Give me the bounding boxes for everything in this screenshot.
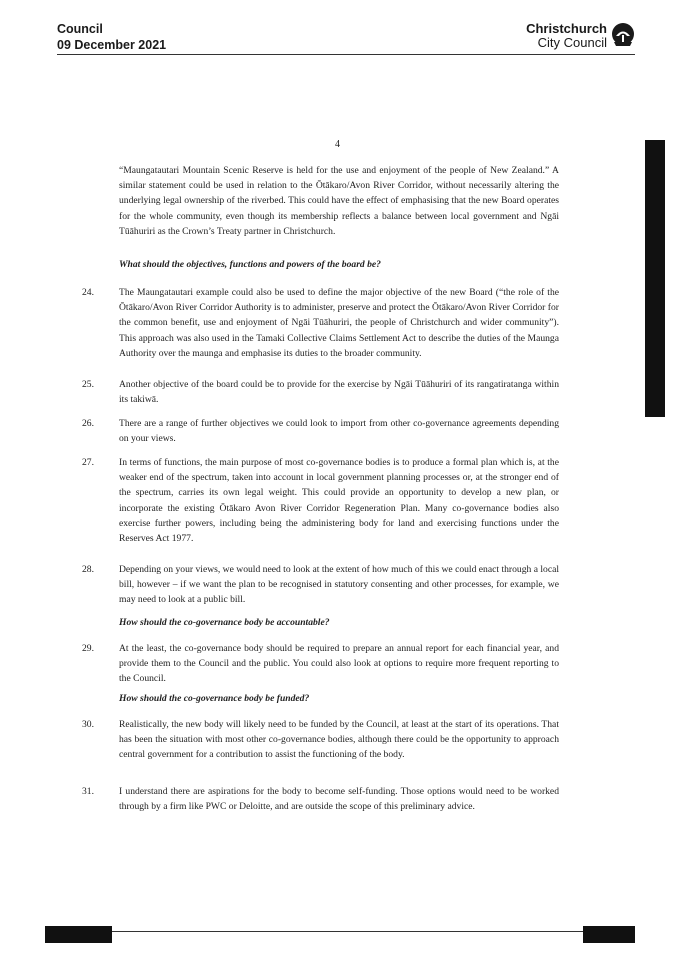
paragraph-30 (82, 717, 559, 763)
paragraph-number: 24. (82, 287, 94, 298)
footer-redaction-right (583, 926, 635, 943)
paragraph-number: 28. (82, 564, 94, 575)
paragraph-24 (82, 285, 559, 361)
paragraph-text: At the least, the co-governance body should be required to prepare an annual report for each financial year, and provide them to the Council and the public. You could also look at options to require more frequent reporting to the Council. (119, 643, 559, 685)
page-number: 4 (335, 139, 340, 150)
paragraph-31 (82, 784, 559, 814)
paragraph-27 (82, 455, 559, 546)
section-heading-funding: How should the co-governance body be funded? (119, 693, 310, 704)
paragraph-number: 29. (82, 643, 94, 654)
paragraph-text: Realistically, the new body will likely need to be funded by the Council, at least at the start of its operations. That has been the situation with most other co-governance bodies, although there could be the opportunity to approach central government for a contribution to assist the functioning of the body. (119, 719, 559, 761)
council-label: Council (57, 22, 103, 36)
brand-name (526, 22, 607, 50)
paragraph-text: I understand there are aspirations for the body to become self-funding. Those options would need to be worked through by a firm like PWC or Deloitte, and are outside the scope of this preliminary advice. (119, 786, 559, 813)
paragraph-number: 30. (82, 719, 94, 730)
footer-redaction-left (45, 926, 112, 943)
brand-line-2: City Council (537, 35, 607, 50)
header-divider (57, 54, 635, 55)
paragraph-text: Depending on your views, we would need to look at the extent of how much of this we could enact through a local bill, however – if we want the plan to be recognised in statutory consenting and other processes, for example, we may need to look at a public bill. (119, 564, 559, 606)
city-council-logo-icon (611, 22, 635, 48)
paragraph-25 (82, 377, 559, 407)
paragraph-29 (82, 641, 559, 687)
paragraph-number: 27. (82, 457, 94, 468)
redaction-bar (645, 140, 665, 417)
paragraph-text: Another objective of the board could be to provide for the exercise by Ngāi Tūāhuriri of its rangatiratanga within its takiwā. (119, 379, 559, 406)
paragraph-number: 26. (82, 418, 94, 429)
section-heading-accountability: How should the co-governance body be accountable? (119, 617, 330, 628)
paragraph-text: In terms of functions, the main purpose of most co-governance bodies is to produce a formal plan which is, at the weaker end of the spectrum, taken into account in local government planning processes or, at the stronger end of the spectrum, carries its own legal weight. This could provide an opportunity to develop a new plan, or incorporate the existing Ōtākaro Avon River Corridor Regeneration Plan. Many co-governance bodies also exercise further powers, including being the administering body for land and exercising functions under the Reserves Act 1977. (119, 457, 559, 545)
page-header-left (57, 21, 166, 53)
section-heading-objectives: What should the objectives, functions and powers of the board be? (119, 259, 381, 270)
paragraph-26 (82, 416, 559, 446)
intro-paragraph: “Maungatautari Mountain Scenic Reserve is held for the use and enjoyment of the people of New Zealand.” A similar statement could be used in relation to the Ōtākaro/Avon River Corridor, without necessarily altering the underlying legal ownership of the riverbed. This could have the effect of emphasising that the new Board operates for the whole community, even though its membership reflects a balance between local government and Ngāi Tūāhuriri as the Crown’s Treaty partner in Christchurch. (119, 165, 559, 237)
paragraph-28 (82, 562, 559, 608)
paragraph-text: The Maungatautari example could also be used to define the major objective of the new Board (“the role of the Ōtākaro/Avon River Corridor Authority is to administer, preserve and protect the Ōtākaro/Avon River Corridor for the common benefit, use and enjoyment of Ngāi Tūāhuriri, the people of Christchurch and wider community”). This approach was also used in the Tamaki Collective Claims Settlement Act to describe the duties of the Maunga Authority over the maunga and emphasise its duties to the broader community. (119, 287, 559, 359)
brand-line-1: Christchurch (526, 21, 607, 36)
paragraph-number: 31. (82, 786, 94, 797)
paragraph-text: There are a range of further objectives we could look to import from other co-governance agreements depending on your views. (119, 418, 559, 445)
footer-divider (45, 931, 635, 932)
paragraph-number: 25. (82, 379, 94, 390)
meeting-date: 09 December 2021 (57, 38, 167, 52)
